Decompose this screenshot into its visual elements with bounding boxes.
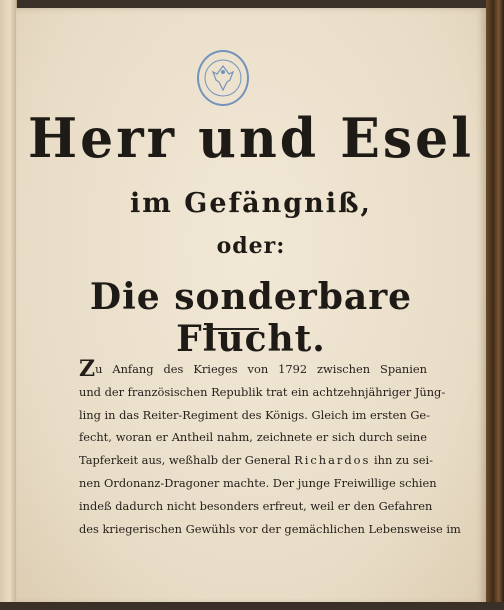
body-line-1-text: u Anfang des Krieges von 1792 zwischen Spanien	[95, 362, 427, 376]
title-divider	[203, 328, 259, 330]
spine-edge	[0, 0, 17, 610]
body-line-5b: ihn zu sei-	[374, 453, 433, 468]
document-page	[16, 8, 486, 604]
body-line-2: und der französischen Republik trat ein achtzehnjähriger Jüng-	[79, 384, 446, 399]
book-cover-edge	[486, 0, 504, 610]
initial-letter: Z	[79, 356, 96, 382]
body-line-1	[79, 358, 427, 381]
title-secondary: Die sonderbare Flucht.	[89, 276, 413, 360]
library-stamp	[197, 50, 249, 106]
body-paragraph	[79, 356, 461, 540]
scan-bottom-border	[0, 602, 504, 610]
title-main: Herr und Esel	[28, 106, 474, 171]
general-name: Richardos	[294, 453, 371, 468]
body-line-6: nen Ordonanz-Dragoner machte. Der junge Freiwillige schien	[79, 475, 437, 490]
body-line-8: des kriegerischen Gewühls vor der gemächlichen Lebensweise im	[79, 521, 461, 536]
scan-top-border	[0, 0, 504, 8]
body-line-4: fecht, woran er Antheil nahm, zeichnete er sich durch seine	[79, 430, 427, 445]
body-line-5	[79, 449, 433, 472]
title-subtitle: im Gefängniß,	[130, 188, 372, 219]
body-line-5a: Tapferkeit aus, weßhalb der General	[79, 453, 291, 468]
body-line-7: indeß dadurch nicht besonders erfreut, weil er den Gefahren	[79, 498, 433, 513]
title-oder: oder:	[216, 233, 286, 259]
body-line-3: ling in das Reiter-Regiment des Königs. Gleich im ersten Ge-	[79, 407, 431, 422]
